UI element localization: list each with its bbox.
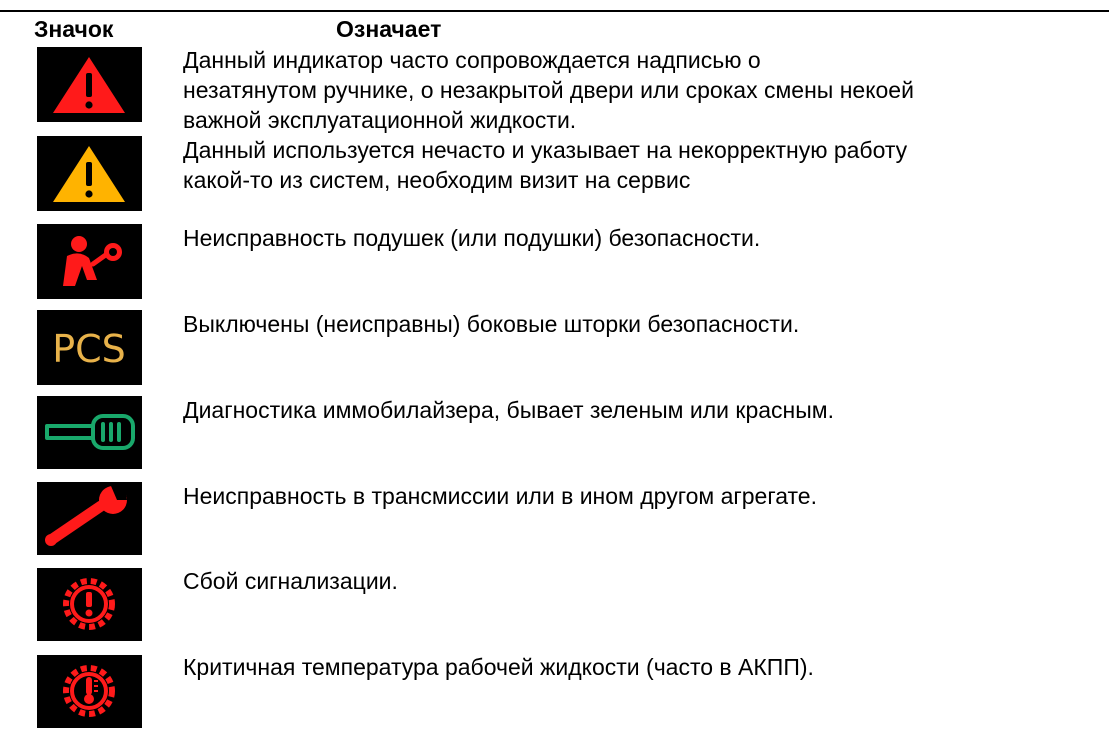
row-description: Сбой сигнализации. (183, 568, 398, 594)
gear-thermometer-icon (37, 655, 142, 728)
row-description: Неисправность в трансмиссии или в ином другом агрегате. (183, 483, 817, 509)
pcs-icon-label: PCS (52, 327, 126, 371)
immobilizer-key-icon (37, 396, 142, 469)
row-description: Выключены (неисправны) боковые шторки безопасности. (183, 311, 800, 337)
header-meaning-column: Означает (336, 16, 442, 42)
header-icon-column: Значок (34, 16, 114, 42)
pcs-icon (37, 310, 142, 385)
row-description: Данный индикатор часто сопровождается надписью о незатянутом ручнике, о незакрытой двери или сроках смены некоей важной эксплуатационной жидкости. (183, 47, 914, 133)
top-rule (0, 10, 1109, 12)
row-description: Диагностика иммобилайзера, бывает зеленым или красным. (183, 397, 834, 423)
airbag-icon (37, 224, 142, 299)
row-description: Неисправность подушек (или подушки) безопасности. (183, 225, 761, 251)
yellow-warning-triangle-icon (37, 136, 142, 211)
gear-exclamation-icon (37, 568, 142, 641)
row-description: Данный используется нечасто и указывает на некорректную работу какой-то из систем, необходим визит на сервис (183, 137, 908, 193)
wrench-icon (37, 482, 142, 555)
red-warning-triangle-icon (37, 47, 142, 122)
row-description: Критичная температура рабочей жидкости (часто в АКПП). (183, 654, 814, 680)
